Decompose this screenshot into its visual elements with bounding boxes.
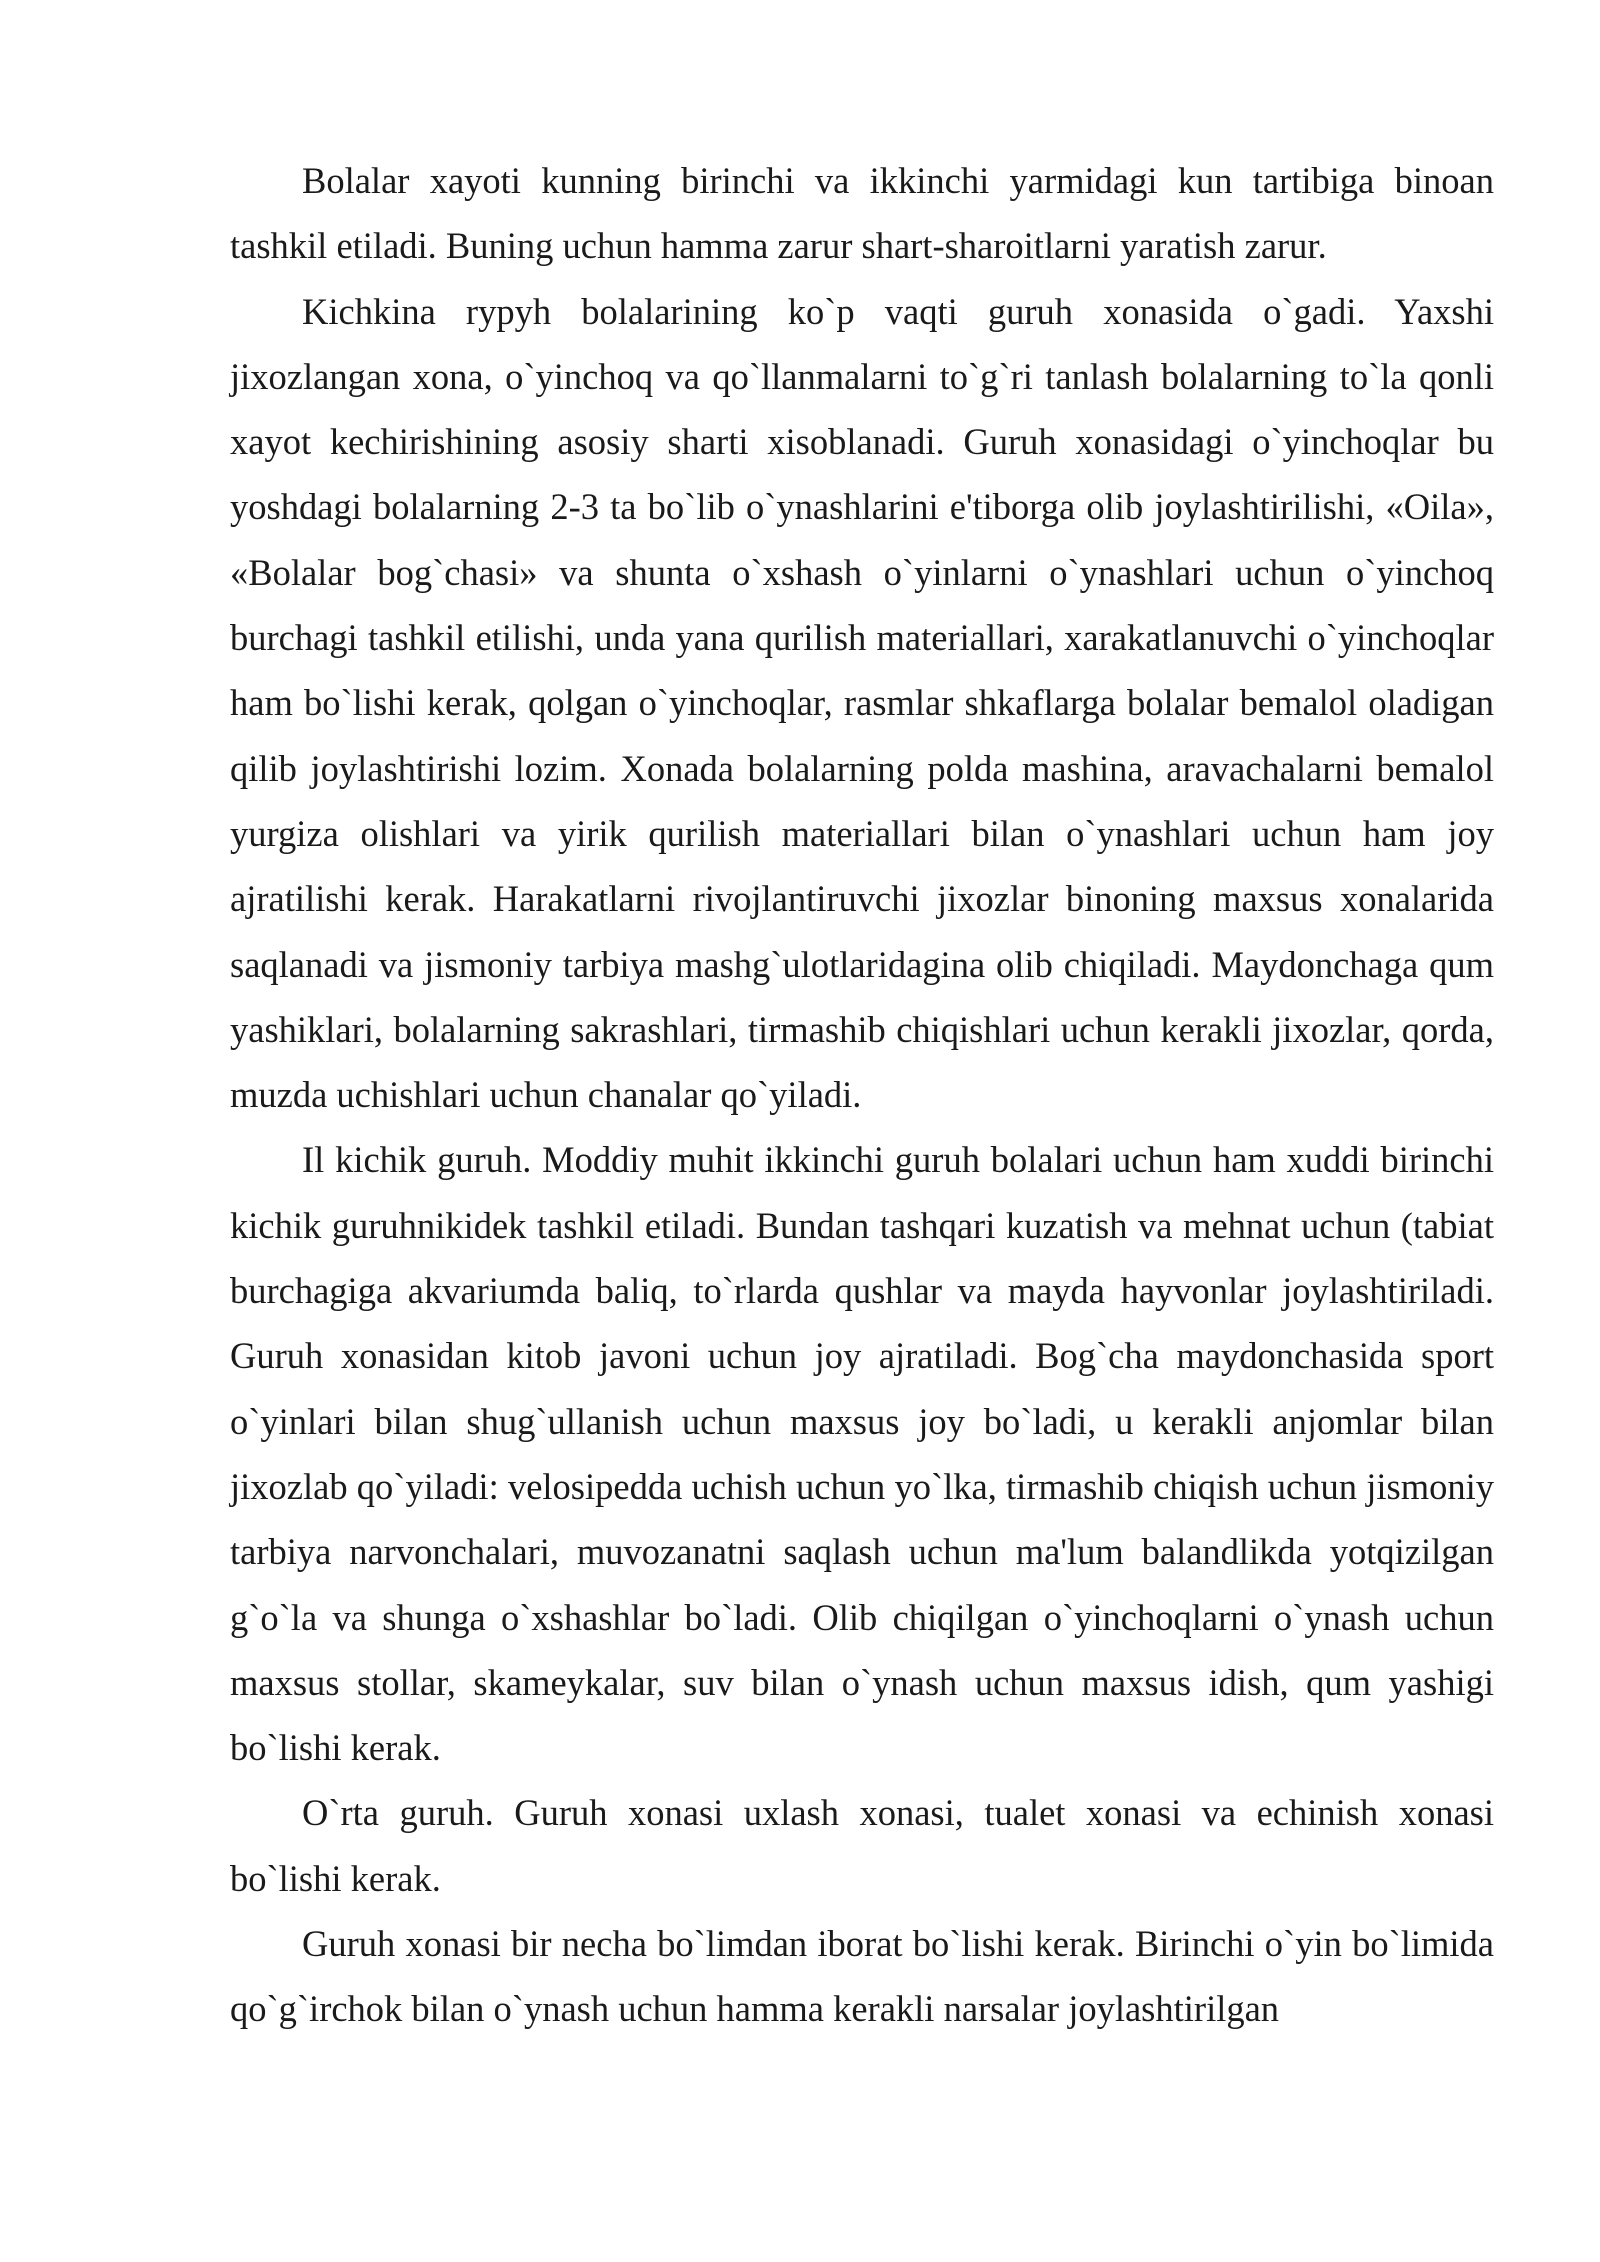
paragraph-group-room-sections: Guruh xonasi bir necha bo`limdan iborat bo`lishi kerak. Birinchi o`yin bo`limida qo`g`irchok bilan o`ynash uchun hamma kerakli narsalar joylashtirilgan (230, 1923, 1494, 2030)
paragraph-second-junior-group: Il kichik guruh. Moddiy muhit ikkinchi guruh bolalari uchun ham xuddi birinchi kichik guruhnikidek tashkil etiladi. Bundan tashqari kuzatish va mehnat uchun (tabiat burchagiga akvariumda baliq, to`rlarda qushlar va mayda hayvonlar joylashtiriladi. Guruh xonasidan kitob javoni uchun joy ajratiladi. Bog`cha maydonchasida sport o`yinlari bilan shug`ullanish uchun maxsus joy bo`ladi, u kerakli anjomlar bilan jixozlab qo`yiladi: velosipedda uchish uchun yo`lka, tirmashib chiqish uchun jismoniy tarbiya narvonchalari, muvozanatni saqlash uchun ma'lum balandlikda yotqizilgan g`o`la va shunga o`xshashlar bo`ladi. Olib chiqilgan o`yinchoqlarni o`ynash uchun maxsus stollar, skameykalar, suv bilan o`ynash uchun maxsus idish, qum yashigi bo`lishi kerak. (230, 1139, 1494, 1769)
document-body (230, 148, 1494, 2042)
paragraph-daily-routine: Bolalar xayoti kunning birinchi va ikkinchi yarmidagi kun tartibiga binoan tashkil etiladi. Buning uchun hamma zarur shart-sharoitlarni yaratish zarur. (230, 160, 1494, 267)
paragraph-middle-group: O`rta guruh. Guruh xonasi uxlash xonasi, tualet xonasi va echinish xonasi bo`lishi kerak. (230, 1792, 1494, 1899)
paragraph-younger-group-room: Kichkina rypyh bolalarining ko`p vaqti guruh xonasida o`gadi. Yaxshi jixozlangan xona, o`yinchoq va qo`llanmalarni to`g`ri tanlash bolalarning to`la qonli xayot kechirishining asosiy sharti xisoblanadi. Guruh xonasidagi o`yinchoqlar bu yoshdagi bolalarning 2-3 ta bo`lib o`ynashlarini e'tiborga olib joylashtirilishi, «Oila», «Bolalar bog`chasi» va shunta o`xshash o`yinlarni o`ynashlari uchun o`yinchoq burchagi tashkil etilishi, unda yana qurilish materiallari, xarakatlanuvchi o`yinchoqlar ham bo`lishi kerak, qolgan o`yinchoqlar, rasmlar shkaflarga bolalar bemalol oladigan qilib joylashtirishi lozim. Xonada bolalarning polda mashina, aravachalarni bemalol yurgiza olishlari va yirik qurilish materiallari bilan o`ynashlari uchun ham joy ajratilishi kerak. Harakatlarni rivojlantiruvchi jixozlar binoning maxsus xonalarida saqlanadi va jismoniy tarbiya mashg`ulotlaridagina olib chiqiladi. Maydonchaga qum yashiklari, bolalarning sakrashlari, tirmashib chiqishlari uchun kerakli jixozlar, qorda, muzda uchishlari uchun chanalar qo`yiladi. (230, 290, 1494, 1116)
